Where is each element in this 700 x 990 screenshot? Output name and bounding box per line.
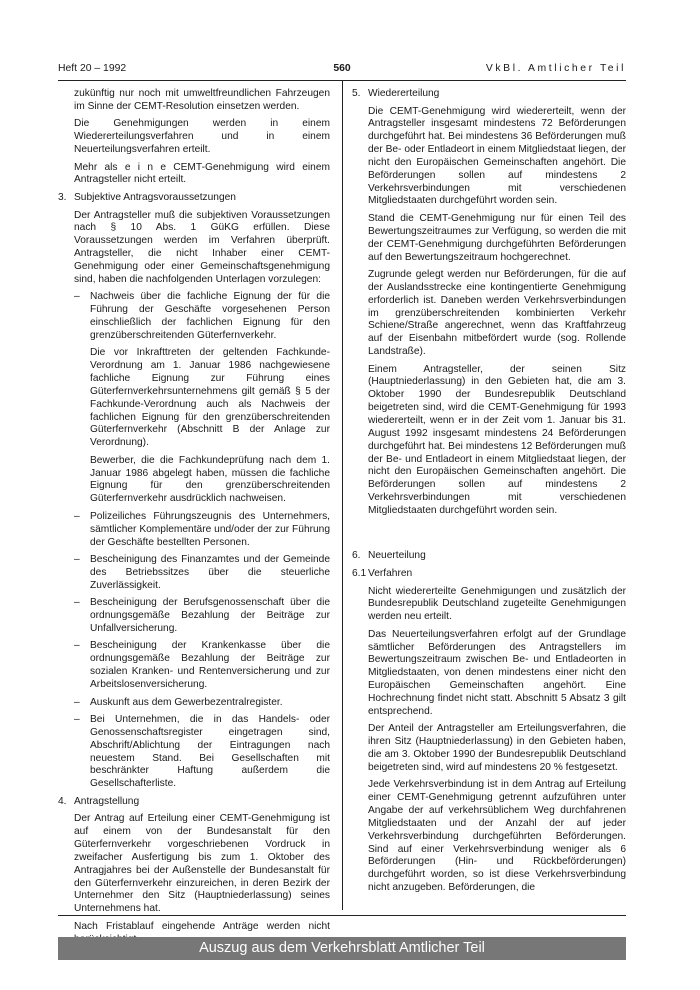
section-number: 6.1 — [352, 567, 367, 579]
list-item-text: Nachweis über die fachliche Eignung der für die Führung der Geschäfte vorgesehenen Person einschließlich der fachlichen Eignung für den grenzüberschreitenden Güterfernverkehr. — [90, 291, 330, 341]
page-number: 560 — [333, 63, 351, 74]
paragraph: Der Anteil der Antragsteller am Erteilungsverfahren, die ihren Sitz (Hauptniederlassung) in den Gebieten haben, die am 3. Oktober 1990 der Bundesrepublik Deutschland beigetreten sind, wird auf mindestens 20 % festgesetzt. — [368, 723, 626, 773]
paragraph: zukünftig nur noch mit umweltfreundlichen Fahrzeugen im Sinne der CEMT-Resolution einsetzen werden. — [74, 88, 330, 112]
footer-rule — [58, 915, 626, 916]
dash-bullet: – — [74, 291, 80, 303]
dash-bullet: – — [74, 510, 80, 522]
list-item-text: Polizeiliches Führungszeugnis des Unternehmers, sämtlicher Komplementäre und/oder der zur Führung der Geschäfte bestellten Personen. — [90, 510, 330, 548]
section-heading-6-1 — [352, 568, 626, 581]
list-item-text: Bescheinigung der Krankenkasse über die ordnungsgemäße Bezahlung der Beiträge zur sozialen Kranken- und Rentenversicherung und zur Arbeitslosenversicherung. — [90, 640, 330, 690]
paragraph: Jede Verkehrsverbindung ist in dem Antrag auf Erteilung einer CEMT-Genehmigung getrennt aufzuführen unter Angabe der auf verkehrsüblichem Weg durchfahrenen Mitgliedstaaten und der Anzahl der auf jeder Verkehrsverbindung durchgeführten Beförderungen. Sind auf einer Verkehrsverbindung weniger als 6 Beförderungen (Hin- und Rückbeförderungen) durchgeführt worden, so ist diese Verkehrsverbindung nicht anzugeben. Beförderungen, die — [368, 779, 626, 894]
paragraph: Nach Fristablauf eingehende Anträge werden nicht — [74, 920, 330, 932]
paragraph: Nicht wiedererteilte Genehmigungen und zusätzlich der Bundesrepublik Deutschland zugeteilte Genehmigungen werden neu erteilt. — [368, 585, 626, 623]
dash-bullet: – — [74, 597, 80, 609]
list-item — [58, 640, 330, 691]
paragraph: Der Antragsteller muß die subjektiven Voraussetzungen nach § 10 Abs. 1 GüKG erfüllen. Diese Voraussetzungen werden im Verfahren überprüft. Antragsteller, die nicht Inhaber einer CEMT-Genehmigung oder einer Gemeinschaftsgenehmigung sind, haben die nachfolgenden Unterlagen vorzulegen: — [74, 209, 330, 285]
paragraph: Einem Antragsteller, der seinen Sitz (Hauptniederlassung) in den Gebieten hat, die am 3. Oktober 1990 der Bundesrepublik Deutschland beigetreten sind, wird die CEMT-Genehmigung für 1993 wiedererteilt, wenn er in der Zeit vom 1. Januar bis 31. August 1992 insgesamt mindestens 24 Beförderungen durchgeführt hat. Bei mindestens 12 Beförderungen muß der Be- und Entladeort in einem Mitgliedstaat liegen, der nicht den Europäischen Gemeinschaften angehört. Die Beförderungen sollen auf mindestens 2 Verkehrsverbindungen mit verschiedenen Mitgliedstaaten durchgeführt worden sein. — [368, 363, 626, 516]
list-item-text: Auskunft aus dem Gewerbezentralregister. — [90, 696, 283, 708]
list-item — [58, 291, 330, 342]
paragraph: Die CEMT-Genehmigung wird wiedererteilt, wenn der Antragsteller insgesamt mindestens 72 Beförderungen durchgeführt hat. Bei mindestens 36 Beförderungen muß der Be- oder Entladeort in einem Mitgliedstaat liegen, der nicht den Europäischen Gemeinschaften angehört. Die Beförderungen sollen auf mindestens 2 Verkehrsverbindungen mit verschiedenen Mitgliedstaaten durchgeführt worden sein. — [368, 105, 626, 207]
column-divider — [342, 80, 343, 910]
section-heading-3 — [58, 192, 330, 205]
footer-banner: Auszug aus dem Verkehrsblatt Amtlicher Teil — [58, 937, 626, 960]
list-item — [58, 714, 330, 791]
section-number: 5. — [352, 88, 361, 99]
section-title: Neuerteilung — [368, 550, 426, 562]
dash-bullet: – — [74, 714, 80, 726]
list-item-text: Bei Unternehmen, die in das Handels- oder Genossenschaftsregister eingetragen sind, Abschrift/Ablichtung der Eintragungen nach neuestem Stand. Bei Gesellschaften mit beschränkter Haftung außerdem die Gesellschafterliste. — [90, 714, 330, 790]
list-item — [58, 697, 330, 710]
issue-label: Heft 20 – 1992 — [58, 63, 127, 74]
right-column — [352, 88, 626, 900]
spacer — [352, 522, 626, 550]
paragraph: Die Genehmigungen werden in einem Wiedererteilungsverfahren und in einem Neuerteilungsverfahren erteilt. — [74, 118, 330, 156]
dash-bullet: – — [74, 554, 80, 566]
paragraph: Mehr als e i n e CEMT-Genehmigung wird einem Antragsteller nicht erteilt. — [74, 161, 330, 186]
page-header — [58, 62, 626, 76]
list-item-text: Bescheinigung der Berufsgenossenschaft über die ordnungsgemäße Bezahlung der Beiträge zur Unfallversicherung. — [90, 597, 330, 634]
list-item — [58, 597, 330, 636]
journal-title: VkBl. Amtlicher Teil — [485, 63, 626, 74]
paragraph: Bewerber, die die Fachkundeprüfung nach dem 1. Januar 1986 abgelegt haben, müssen die fachliche Eignung für den grenzüberschreitenden Güterfernverkehr ausdrücklich nachweisen. — [90, 454, 330, 505]
section-title: Wiedererteilung — [368, 88, 440, 99]
section-number: 6. — [352, 550, 361, 562]
section-number: 4. — [58, 795, 67, 807]
dash-bullet: – — [74, 640, 80, 652]
list-item — [58, 554, 330, 593]
section-heading-4 — [58, 796, 330, 809]
section-heading-6 — [352, 550, 626, 563]
left-column — [58, 88, 330, 951]
section-heading-5 — [352, 88, 626, 101]
section-number: 3. — [58, 191, 67, 203]
list-item — [58, 511, 330, 550]
paragraph: Der Antrag auf Erteilung einer CEMT-Genehmigung ist auf einem von der Bundesanstalt für den Güterfernverkehr vorgeschriebenen Vordruck in zweifacher Ausfertigung bis zum 1. Oktober des Antragjahres bei der Außenstelle der Bundesanstalt für den Güterfernverkehr einzureichen, in deren Bezirk der Unternehmer den Sitz (Hauptniederlassung) seines Unternehmens hat. — [74, 813, 330, 915]
dash-bullet: – — [74, 696, 80, 708]
section-title: Verfahren — [368, 567, 413, 579]
paragraph: Das Neuerteilungsverfahren erfolgt auf der Grundlage sämtlicher Beförderungen des Antragstellers im Bewertungszeitraum zwischen Be- und Entladeorten in Mitgliedstaaten, von denen mindestens einer nicht den Europäischen Gemeinschaften angehört. Eine Hochrechnung findet nicht statt. Abschnitt 5 Absatz 3 gilt entsprechend. — [368, 628, 626, 717]
list-item-text: Bescheinigung des Finanzamtes und der Gemeinde des Betriebssitzes über die steuerliche Zuverlässigkeit. — [90, 554, 330, 591]
paragraph: Zugrunde gelegt werden nur Beförderungen, für die auf der Auslandsstrecke eine kontingentierte Genehmigung erforderlich ist. Daneben werden Verkehrsverbindungen im grenzüberschreitenden kombinierten Verkehr Schiene/Straße angerechnet, wenn das Kraftfahrzeug auf der Eisenbahn mitbefördert wurde (sog. Rollende Landstraße). — [368, 269, 626, 358]
section-title: Antragstellung — [74, 795, 140, 807]
section-title: Subjektive Antragsvoraussetzungen — [74, 191, 236, 203]
paragraph: Stand die CEMT-Genehmigung nur für einen Teil des Bewertungszeitraumes zur Verfügung, so werden die mit der CEMT-Genehmigung durchgeführten Beförderungen auf den Bewertungszeitraum hochgerechnet. — [368, 212, 626, 263]
paragraph: Die vor Inkrafttreten der geltenden Fachkunde-Verordnung am 1. Januar 1986 nachgewiesene fachliche Eignung zur Führung eines Güterfernverkehrsunternehmens gilt gemäß § 5 der Fachkunde-Verordnung auch als Nachweis der fachlichen Eignung für den grenzüberschreitenden Güterfernverkehr (Abschnitt B der Anlage zur Verordnung). — [90, 347, 330, 449]
